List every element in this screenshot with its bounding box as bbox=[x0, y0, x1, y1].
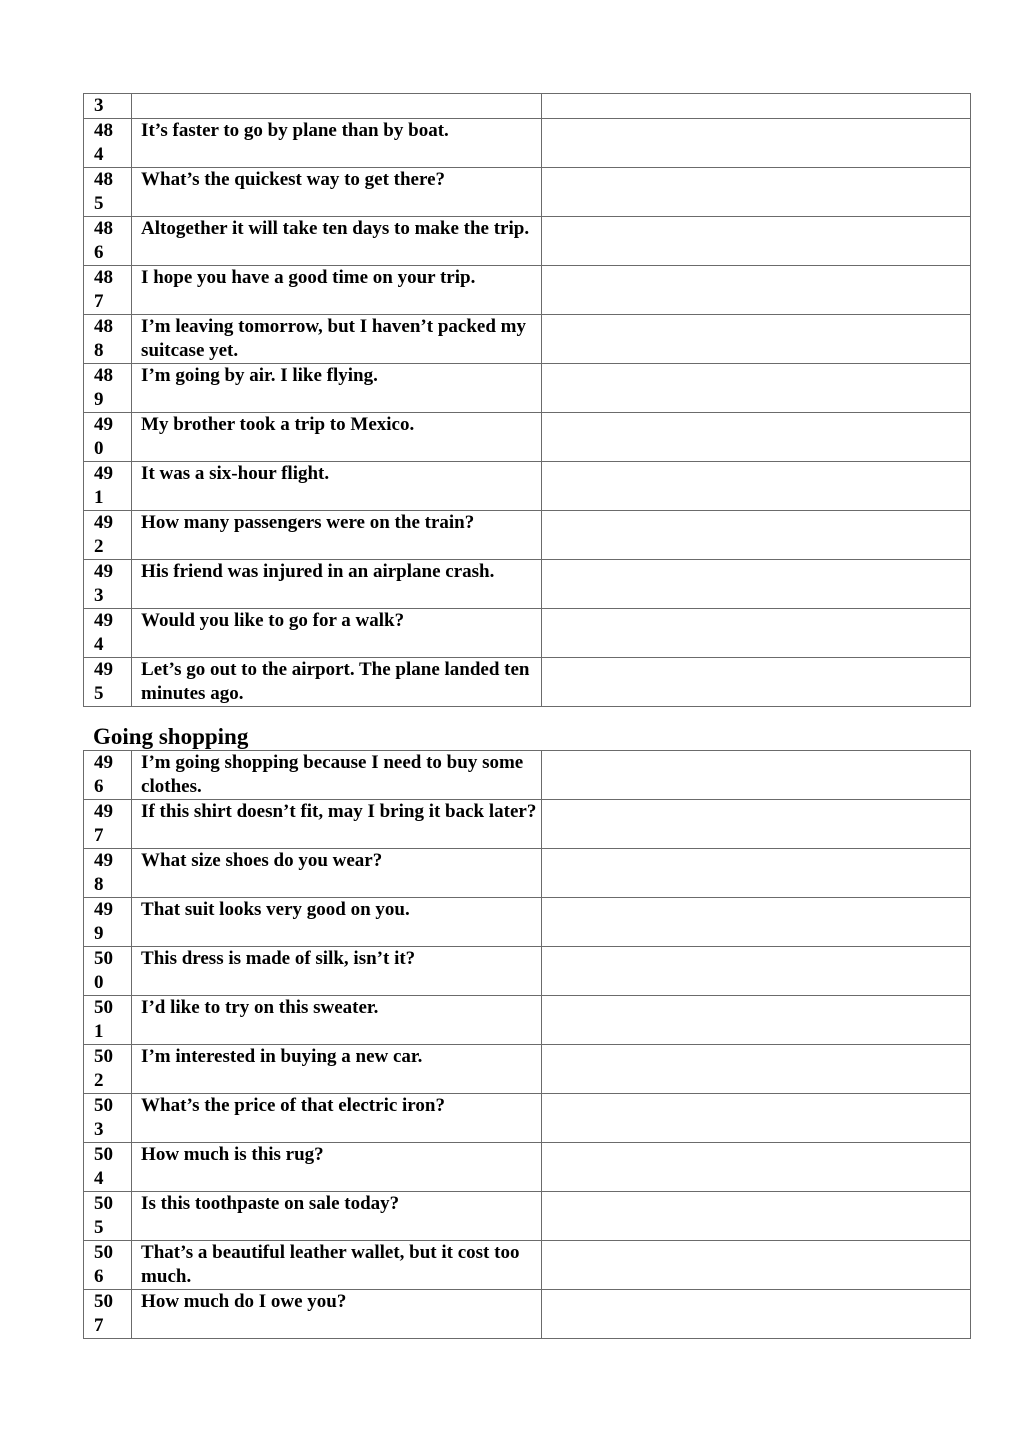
row-number bbox=[84, 609, 132, 658]
row-number bbox=[84, 266, 132, 315]
table-row bbox=[84, 849, 971, 898]
translation-cell[interactable] bbox=[541, 658, 971, 707]
row-number bbox=[84, 996, 132, 1045]
translation-cell[interactable] bbox=[541, 849, 971, 898]
phrase-cell: This dress is made of silk, isn’t it? bbox=[132, 947, 541, 996]
phrase-cell: His friend was injured in an airplane crash. bbox=[132, 560, 541, 609]
row-number bbox=[84, 119, 132, 168]
row-number-line: 5 bbox=[94, 683, 104, 704]
row-number-line: 49 bbox=[94, 512, 113, 533]
table-row bbox=[84, 266, 971, 315]
shopping-phrases-table bbox=[83, 750, 971, 1339]
translation-cell[interactable] bbox=[541, 511, 971, 560]
row-number-line: 6 bbox=[94, 776, 104, 797]
row-number-line: 50 bbox=[94, 997, 113, 1018]
phrase-cell: I’d like to try on this sweater. bbox=[132, 996, 541, 1045]
phrase-cell: My brother took a trip to Mexico. bbox=[132, 413, 541, 462]
phrase-cell: Is this toothpaste on sale today? bbox=[132, 1192, 541, 1241]
row-number-line: 48 bbox=[94, 267, 113, 288]
row-number-line: 7 bbox=[94, 1315, 104, 1336]
phrase-cell: That suit looks very good on you. bbox=[132, 898, 541, 947]
row-number-line: 7 bbox=[94, 825, 104, 846]
phrase-cell: If this shirt doesn’t fit, may I bring it back later? bbox=[132, 800, 541, 849]
phrase-cell: How many passengers were on the train? bbox=[132, 511, 541, 560]
row-number bbox=[84, 1045, 132, 1094]
row-number-line: 49 bbox=[94, 801, 113, 822]
row-number bbox=[84, 168, 132, 217]
row-number-line: 50 bbox=[94, 1095, 113, 1116]
row-number bbox=[84, 658, 132, 707]
phrase-cell: What’s the price of that electric iron? bbox=[132, 1094, 541, 1143]
table-row bbox=[84, 413, 971, 462]
row-number-line: 4 bbox=[94, 1168, 104, 1189]
row-number-line: 48 bbox=[94, 365, 113, 386]
travel-phrases-table bbox=[83, 93, 971, 707]
row-number-line: 8 bbox=[94, 340, 104, 361]
row-number-line: 50 bbox=[94, 1242, 113, 1263]
phrase-cell: I’m going shopping because I need to buy some clothes. bbox=[132, 751, 541, 800]
row-number-line: 49 bbox=[94, 610, 113, 631]
phrase-cell: I’m going by air. I like flying. bbox=[132, 364, 541, 413]
row-number-line: 9 bbox=[94, 389, 104, 410]
translation-cell[interactable] bbox=[541, 609, 971, 658]
phrase-cell bbox=[132, 94, 541, 119]
row-number-line: 49 bbox=[94, 659, 113, 680]
phrase-cell: How much do I owe you? bbox=[132, 1290, 541, 1339]
phrase-cell: I’m interested in buying a new car. bbox=[132, 1045, 541, 1094]
translation-cell[interactable] bbox=[541, 1241, 971, 1290]
translation-cell[interactable] bbox=[541, 560, 971, 609]
translation-cell[interactable] bbox=[541, 119, 971, 168]
translation-cell[interactable] bbox=[541, 94, 971, 119]
row-number bbox=[84, 462, 132, 511]
row-number bbox=[84, 947, 132, 996]
table-row bbox=[84, 751, 971, 800]
row-number bbox=[84, 94, 132, 119]
row-number bbox=[84, 364, 132, 413]
translation-cell[interactable] bbox=[541, 996, 971, 1045]
row-number-line: 4 bbox=[94, 634, 104, 655]
row-number-line: 1 bbox=[94, 1021, 104, 1042]
table-row bbox=[84, 609, 971, 658]
row-number-line: 2 bbox=[94, 1070, 104, 1091]
row-number-line: 48 bbox=[94, 169, 113, 190]
row-number-line: 50 bbox=[94, 1046, 113, 1067]
table-row bbox=[84, 462, 971, 511]
row-number bbox=[84, 217, 132, 266]
translation-cell[interactable] bbox=[541, 217, 971, 266]
row-number-line: 48 bbox=[94, 120, 113, 141]
row-number bbox=[84, 511, 132, 560]
row-number bbox=[84, 1143, 132, 1192]
phrase-cell: What size shoes do you wear? bbox=[132, 849, 541, 898]
row-number-line: 50 bbox=[94, 1291, 113, 1312]
row-number-line: 5 bbox=[94, 193, 104, 214]
row-number-line: 0 bbox=[94, 438, 104, 459]
row-number-line: 49 bbox=[94, 414, 113, 435]
row-number bbox=[84, 315, 132, 364]
phrase-cell: It’s faster to go by plane than by boat. bbox=[132, 119, 541, 168]
row-number-line: 9 bbox=[94, 923, 104, 944]
row-number-line: 50 bbox=[94, 1144, 113, 1165]
table-row bbox=[84, 364, 971, 413]
row-number-line: 48 bbox=[94, 316, 113, 337]
row-number-line: 49 bbox=[94, 561, 113, 582]
phrase-cell: I hope you have a good time on your trip. bbox=[132, 266, 541, 315]
table-row bbox=[84, 658, 971, 707]
row-number-line: 49 bbox=[94, 752, 113, 773]
row-number bbox=[84, 1290, 132, 1339]
table-row bbox=[84, 315, 971, 364]
table-row bbox=[84, 947, 971, 996]
row-number-line: 50 bbox=[94, 948, 113, 969]
row-number-line: 0 bbox=[94, 972, 104, 993]
translation-cell[interactable] bbox=[541, 266, 971, 315]
phrase-cell: Altogether it will take ten days to make the trip. bbox=[132, 217, 541, 266]
table-row bbox=[84, 1045, 971, 1094]
row-number bbox=[84, 1094, 132, 1143]
row-number bbox=[84, 1241, 132, 1290]
row-number-line: 7 bbox=[94, 291, 104, 312]
row-number bbox=[84, 1192, 132, 1241]
phrase-cell: What’s the quickest way to get there? bbox=[132, 168, 541, 217]
table-row bbox=[84, 560, 971, 609]
phrase-cell: How much is this rug? bbox=[132, 1143, 541, 1192]
row-number-line: 5 bbox=[94, 1217, 104, 1238]
translation-cell[interactable] bbox=[541, 364, 971, 413]
row-number-line: 49 bbox=[94, 463, 113, 484]
phrase-cell: Let’s go out to the airport. The plane landed ten minutes ago. bbox=[132, 658, 541, 707]
row-number-line: 4 bbox=[94, 144, 104, 165]
table-row bbox=[84, 1290, 971, 1339]
row-number-line: 48 bbox=[94, 218, 113, 239]
translation-cell[interactable] bbox=[541, 315, 971, 364]
row-number-line: 49 bbox=[94, 899, 113, 920]
row-number-line: 3 bbox=[94, 585, 104, 606]
row-number bbox=[84, 560, 132, 609]
translation-cell[interactable] bbox=[541, 413, 971, 462]
translation-cell[interactable] bbox=[541, 800, 971, 849]
row-number-line: 3 bbox=[94, 1119, 104, 1140]
translation-cell[interactable] bbox=[541, 1192, 971, 1241]
section-heading: Going shopping bbox=[93, 724, 249, 749]
translation-cell[interactable] bbox=[541, 1143, 971, 1192]
row-number bbox=[84, 849, 132, 898]
translation-cell[interactable] bbox=[541, 898, 971, 947]
translation-cell[interactable] bbox=[541, 1290, 971, 1339]
table-row bbox=[84, 1241, 971, 1290]
table-row bbox=[84, 996, 971, 1045]
table-row bbox=[84, 119, 971, 168]
translation-cell[interactable] bbox=[541, 1045, 971, 1094]
table-row bbox=[84, 898, 971, 947]
row-number-line: 50 bbox=[94, 1193, 113, 1214]
row-number bbox=[84, 751, 132, 800]
row-number-line: 8 bbox=[94, 874, 104, 895]
row-number-line: 2 bbox=[94, 536, 104, 557]
row-number bbox=[84, 898, 132, 947]
row-number bbox=[84, 413, 132, 462]
phrase-cell: I’m leaving tomorrow, but I haven’t packed my suitcase yet. bbox=[132, 315, 541, 364]
translation-cell[interactable] bbox=[541, 947, 971, 996]
table-row bbox=[84, 94, 971, 119]
translation-cell[interactable] bbox=[541, 1094, 971, 1143]
row-number bbox=[84, 800, 132, 849]
phrase-cell: Would you like to go for a walk? bbox=[132, 609, 541, 658]
row-number-line: 6 bbox=[94, 242, 104, 263]
translation-cell[interactable] bbox=[541, 168, 971, 217]
phrase-cell: It was a six-hour flight. bbox=[132, 462, 541, 511]
table-row bbox=[84, 217, 971, 266]
table-row bbox=[84, 1143, 971, 1192]
row-number-line: 1 bbox=[94, 487, 104, 508]
row-number-line: 6 bbox=[94, 1266, 104, 1287]
phrase-cell: That’s a beautiful leather wallet, but it cost too much. bbox=[132, 1241, 541, 1290]
table-row bbox=[84, 511, 971, 560]
row-number-line: 49 bbox=[94, 850, 113, 871]
table-row bbox=[84, 800, 971, 849]
row-number-line: 3 bbox=[94, 95, 104, 116]
table-row bbox=[84, 1094, 971, 1143]
table-row bbox=[84, 168, 971, 217]
translation-cell[interactable] bbox=[541, 751, 971, 800]
translation-cell[interactable] bbox=[541, 462, 971, 511]
table-row bbox=[84, 1192, 971, 1241]
